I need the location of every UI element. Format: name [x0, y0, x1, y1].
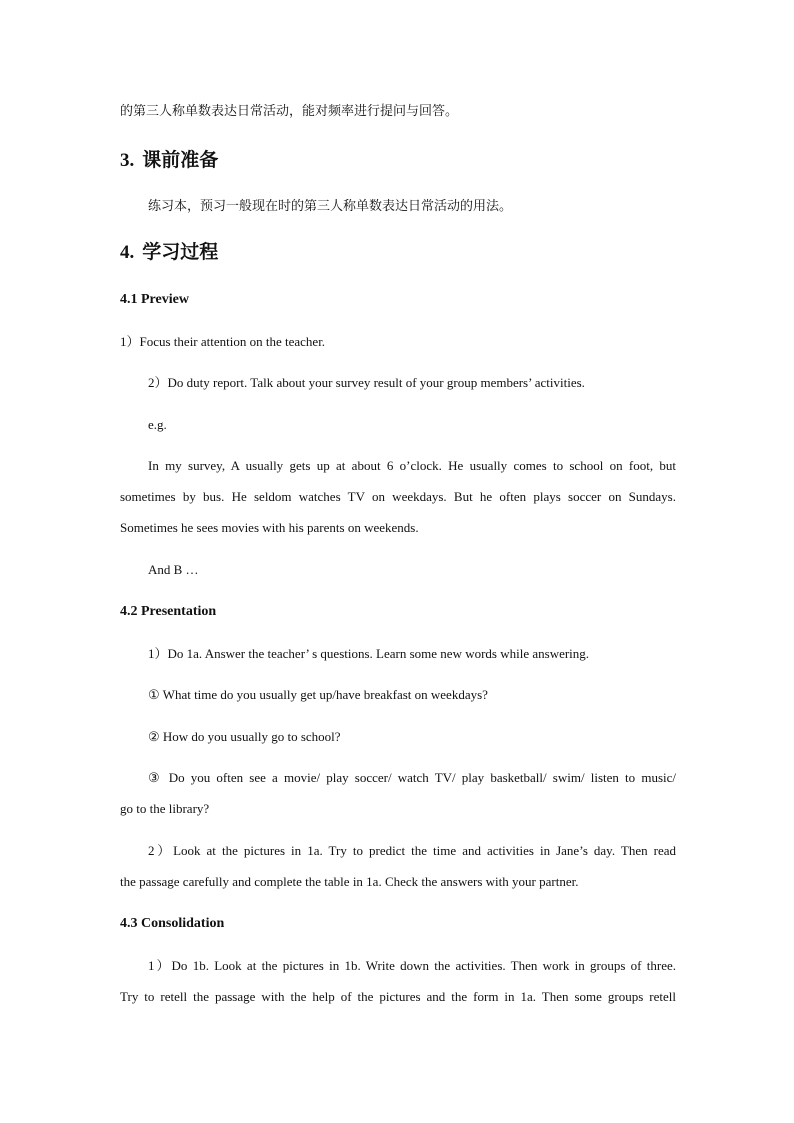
presentation-item-1: 1）Do 1a. Answer the teacher’ s questions. Learn some new words while answering.	[148, 646, 590, 661]
presentation-question-2: ② How do you usually go to school?	[148, 729, 341, 744]
section-4-title: 学习过程	[142, 241, 219, 263]
consolidation-item-1-line-1: 1）Do 1b. Look at the pictures in 1b. Write down the activities. Then work in groups of three.	[148, 958, 676, 973]
section-3-title: 课前准备	[142, 149, 219, 171]
intro-tail-text: 的第三人称单数表达日常活动，能对频率进行提问与回答。	[120, 104, 459, 119]
section-3-heading	[120, 148, 218, 173]
preview-example-line-3: Sometimes he sees movies with his parents on weekends.	[120, 520, 419, 535]
consolidation-item-1-line-2: Try to retell the passage with the help of the pictures and the form in 1a. Then some groups retell	[120, 989, 676, 1004]
preview-eg: e.g.	[148, 417, 167, 432]
section-4-heading	[120, 240, 218, 265]
presentation-item-2-line-1: 2）Look at the pictures in 1a. Try to predict the time and activities in Jane’s day. Then read	[148, 843, 676, 858]
presentation-item-2-line-2: the passage carefully and complete the table in 1a. Check the answers with your partner.	[120, 874, 579, 889]
preview-example-line-2: sometimes by bus. He seldom watches TV on weekdays. But he often plays soccer on Sundays.	[120, 489, 676, 504]
presentation-question-3-line-2: go to the library?	[120, 801, 210, 816]
section-3-body: 练习本，预习一般现在时的第三人称单数表达日常活动的用法。	[148, 199, 513, 214]
preview-item-1: 1）Focus their attention on the teacher.	[120, 334, 326, 349]
presentation-question-3-line-1: ③ Do you often see a movie/ play soccer/ watch TV/ play basketball/ swim/ listen to music/	[148, 770, 676, 785]
presentation-heading: 4.2 Presentation	[120, 604, 217, 619]
section-3-number: 3.	[120, 150, 135, 171]
section-4-number: 4.	[120, 242, 135, 263]
preview-example-line-1: In my survey, A usually gets up at about 6 o’clock. He usually comes to school on foot, but	[148, 458, 676, 473]
preview-item-2: 2）Do duty report. Talk about your survey result of your group members’ activities.	[148, 375, 585, 390]
presentation-question-1: ① What time do you usually get up/have breakfast on weekdays?	[148, 687, 488, 702]
preview-heading: 4.1 Preview	[120, 292, 189, 307]
preview-and-b: And B …	[148, 562, 199, 577]
consolidation-heading: 4.3 Consolidation	[120, 916, 225, 931]
